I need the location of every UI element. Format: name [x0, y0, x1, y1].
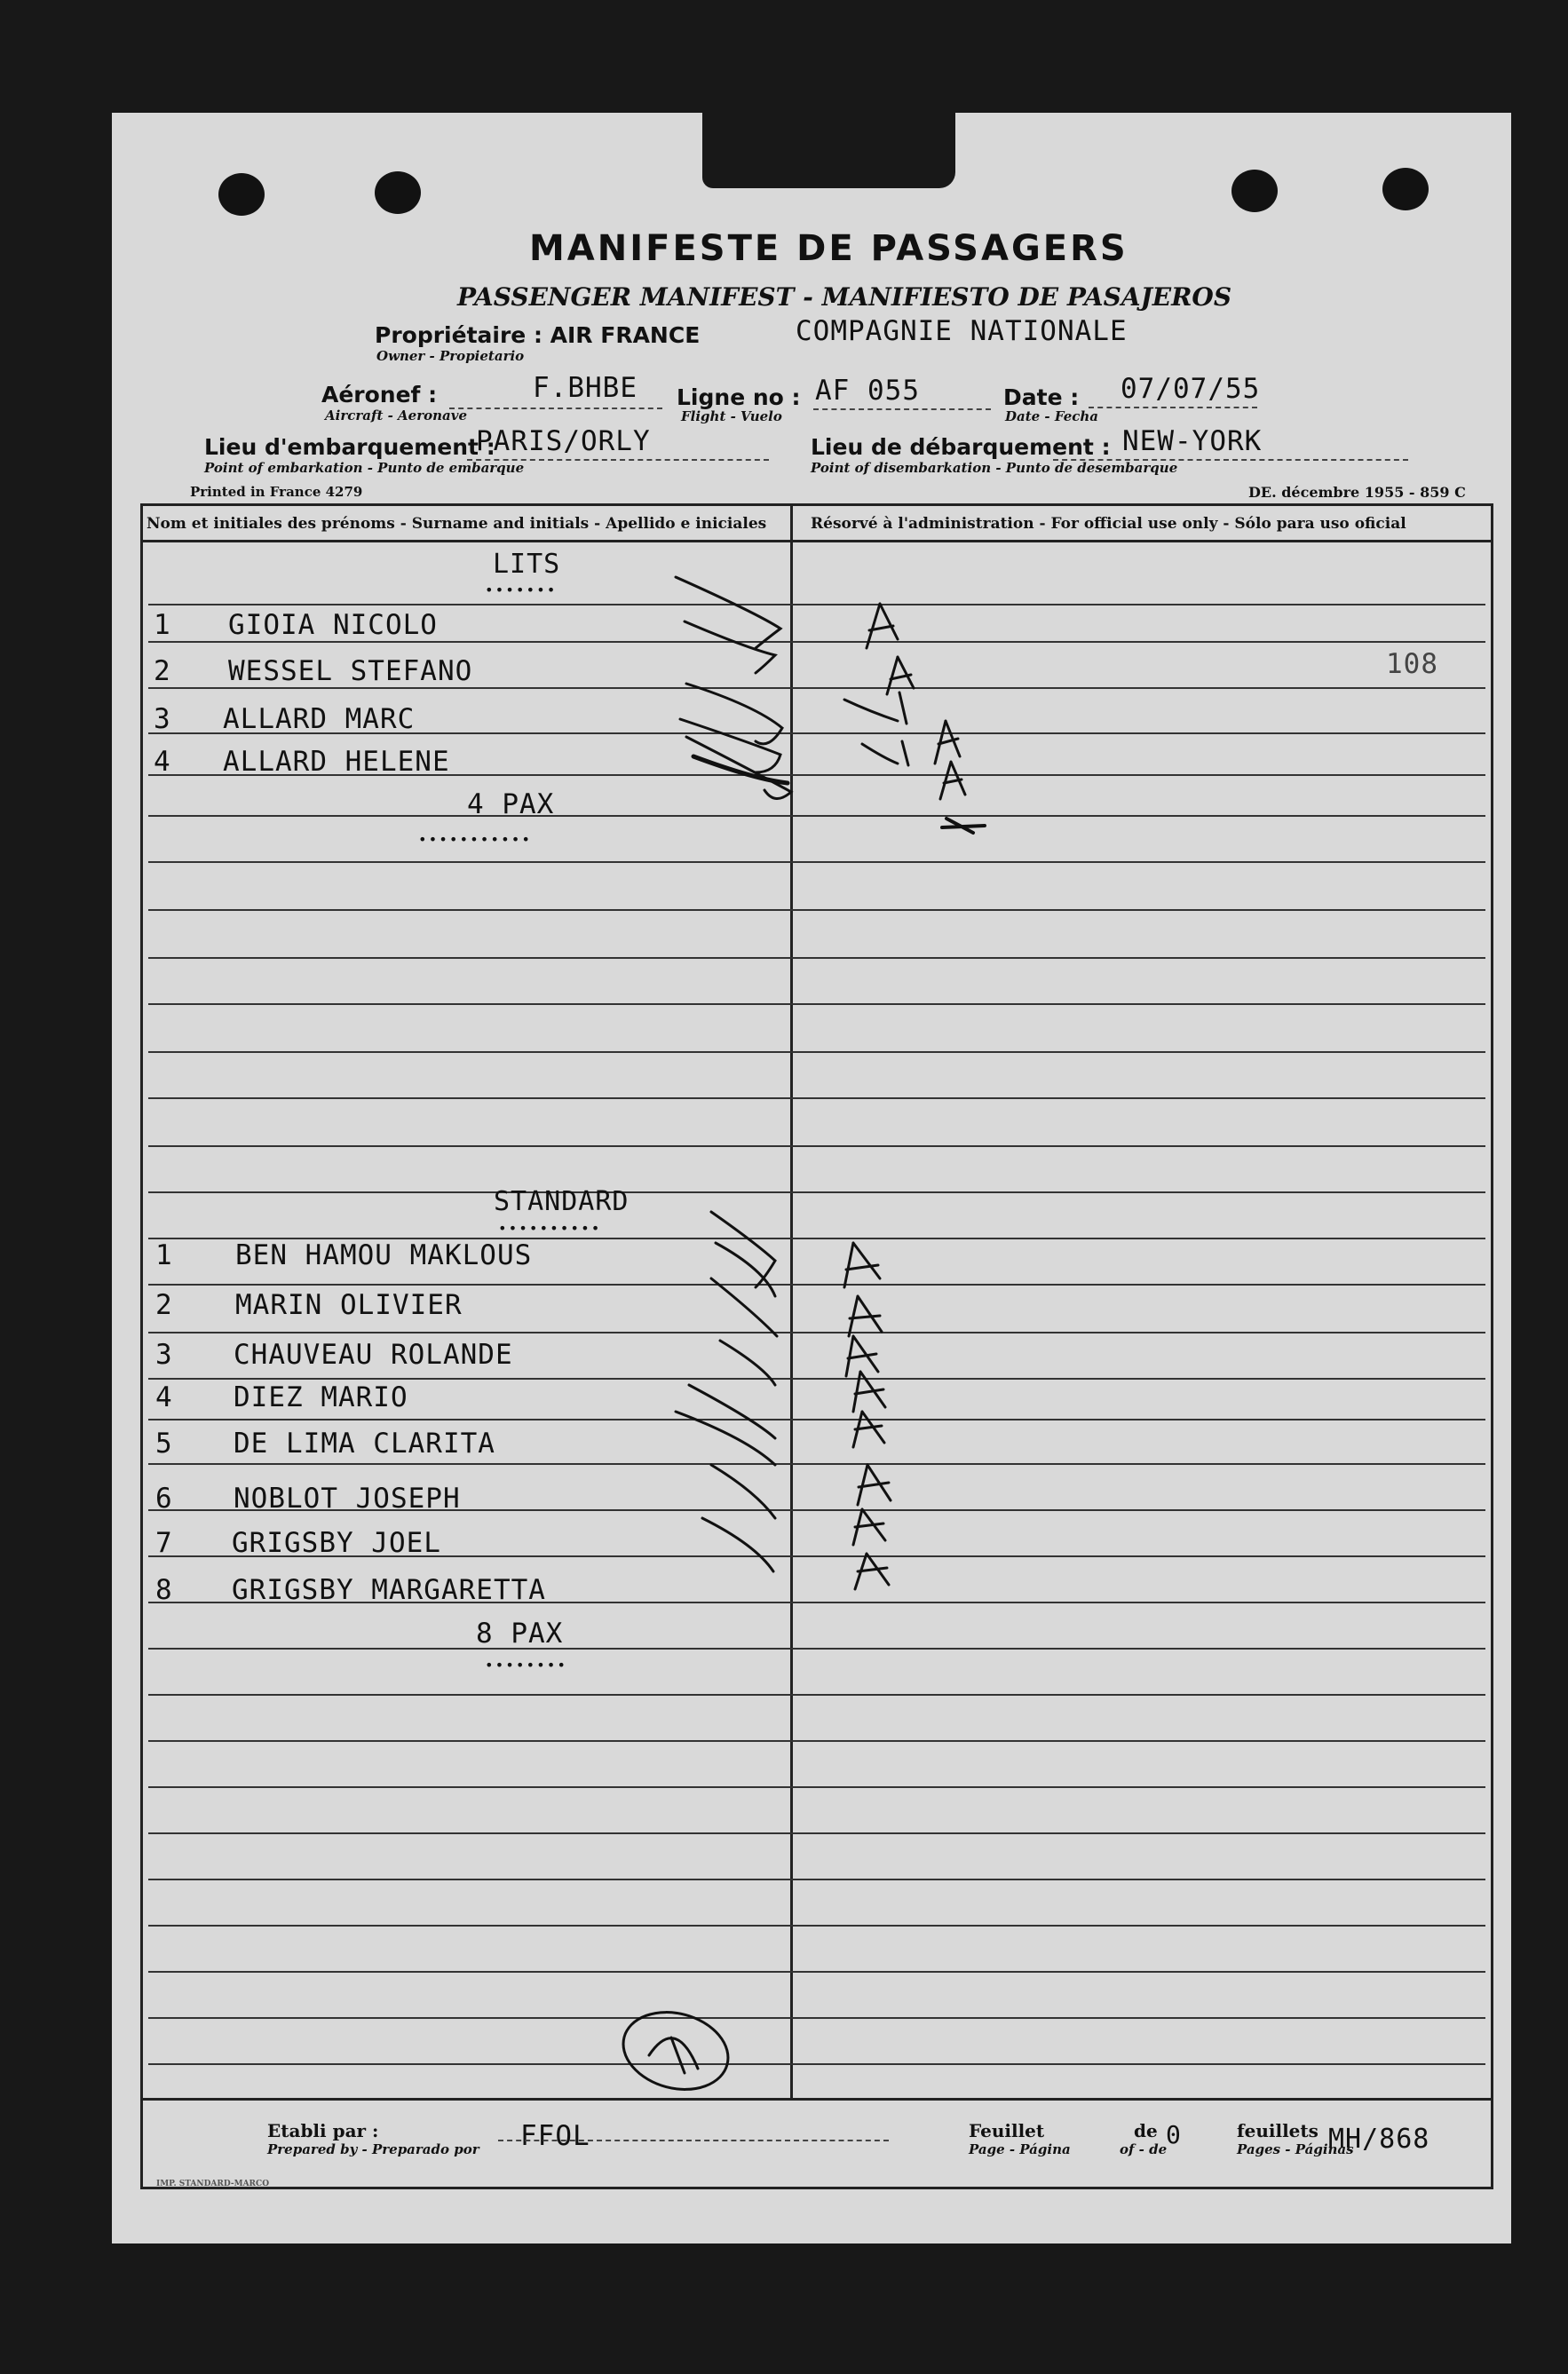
- column-header-admin: Résorvé à l'administration - For official use only - Sólo para uso oficial: [811, 515, 1406, 533]
- prepared-label: Etabli par :: [267, 2120, 379, 2141]
- passenger-name: WESSEL STEFANO: [228, 655, 473, 687]
- owner-label: Propriétaire : AIR FRANCE: [375, 322, 701, 348]
- prepared-sublabel: Prepared by - Preparado por: [267, 2141, 479, 2157]
- passenger-number: 6: [155, 1483, 173, 1515]
- passenger-number: 8: [155, 1574, 173, 1606]
- aircraft-sublabel: Aircraft - Aeronave: [325, 408, 468, 423]
- passenger-number: 5: [155, 1428, 173, 1460]
- disembark-underline: [1053, 459, 1408, 461]
- sheet-sublabel: Page - Página: [969, 2141, 1071, 2157]
- owner-value: COMPAGNIE NATIONALE: [796, 315, 1128, 347]
- passenger-name: NOBLOT JOSEPH: [234, 1483, 461, 1515]
- section-heading-standard: STANDARD: [494, 1186, 630, 1217]
- passenger-name: GRIGSBY MARGARETTA: [232, 1574, 546, 1606]
- passenger-number: 3: [154, 703, 171, 735]
- flight-underline: [813, 408, 991, 410]
- passenger-name: ALLARD HELENE: [223, 746, 450, 778]
- passenger-number: 4: [154, 746, 171, 778]
- passenger-name: DIEZ MARIO: [234, 1381, 408, 1413]
- passenger-name: MARIN OLIVIER: [235, 1289, 463, 1321]
- column-header-names: Nom et initiales des prénoms - Surname and initials - Apellido e iniciales: [147, 515, 767, 533]
- passenger-number: 2: [154, 655, 171, 687]
- aircraft-underline: [449, 408, 662, 409]
- flight-label: Ligne no :: [677, 384, 801, 410]
- punch-hole: [218, 173, 265, 216]
- page-title: MANIFESTE DE PASSAGERS: [529, 228, 1128, 269]
- punch-hole: [1382, 168, 1429, 210]
- date-value: 07/07/55: [1121, 373, 1261, 405]
- passenger-name: ALLARD MARC: [223, 703, 416, 735]
- section-total: 4 PAX: [467, 788, 555, 820]
- passenger-name: CHAUVEAU ROLANDE: [234, 1339, 513, 1371]
- of-sublabel: of - de: [1120, 2141, 1168, 2157]
- punch-hole: [1231, 170, 1278, 212]
- prepared-underline: [498, 2140, 889, 2141]
- flight-sublabel: Flight - Vuelo: [681, 408, 782, 424]
- passenger-name: GIOIA NICOLO: [228, 609, 438, 641]
- embark-label: Lieu d'embarquement :: [204, 434, 495, 460]
- sheets-label: feuillets: [1237, 2120, 1319, 2141]
- embark-underline: [467, 459, 769, 461]
- passenger-name: GRIGSBY JOEL: [232, 1527, 441, 1559]
- section-total-dots: •••••••••••: [418, 831, 532, 848]
- embark-sublabel: Point of embarkation - Punto de embarque: [204, 460, 525, 476]
- section-total: 8 PAX: [476, 1618, 564, 1650]
- flight-value: AF 055: [815, 375, 920, 407]
- passenger-name: BEN HAMOU MAKLOUS: [235, 1239, 533, 1271]
- page-subtitle: PASSENGER MANIFEST - MANIFIESTO DE PASAJEROS: [457, 282, 1232, 312]
- form-reference: DE. décembre 1955 - 859 C: [1248, 484, 1466, 501]
- passenger-number: 7: [155, 1527, 173, 1559]
- section-heading-lits: LITS: [493, 549, 561, 580]
- passenger-number: 1: [154, 609, 171, 641]
- passenger-number: 3: [155, 1339, 173, 1371]
- embark-value: PARIS/ORLY: [476, 425, 651, 457]
- reference-value: MH/868: [1328, 2124, 1430, 2155]
- section-total-dots: ••••••••: [485, 1657, 568, 1674]
- date-label: Date :: [1003, 384, 1080, 410]
- handwritten-checkmarks: [143, 506, 1491, 2098]
- section-dots: ••••••••••: [498, 1220, 602, 1237]
- sheets-sublabel: Pages - Páginas: [1237, 2141, 1354, 2157]
- sheet-label: Feuillet: [969, 2120, 1045, 2141]
- printed-note: Printed in France 4279: [190, 484, 363, 500]
- printer-note: IMP. STANDARD-MARCO: [156, 2180, 270, 2188]
- passenger-number: 1: [155, 1239, 173, 1271]
- disembark-sublabel: Point of disembarkation - Punto de desembarque: [811, 460, 1178, 476]
- manifest-sheet: [112, 113, 1511, 2243]
- aircraft-label: Aéronef :: [321, 382, 438, 408]
- passenger-number: 4: [155, 1381, 173, 1413]
- prepared-value: FFOL: [520, 2120, 590, 2152]
- torn-corner: [702, 104, 955, 188]
- disembark-value: NEW-YORK: [1122, 425, 1263, 457]
- date-underline: [1089, 407, 1257, 408]
- of-label: de: [1134, 2120, 1158, 2141]
- punch-hole: [375, 171, 421, 214]
- disembark-label: Lieu de débarquement :: [811, 434, 1111, 460]
- admin-note: 108: [1386, 648, 1438, 680]
- sheet-total: 0: [1166, 2120, 1182, 2149]
- owner-sublabel: Owner - Propietario: [376, 348, 525, 364]
- passenger-number: 2: [155, 1289, 173, 1321]
- manifest-table: [140, 503, 1493, 2189]
- date-sublabel: Date - Fecha: [1005, 408, 1098, 424]
- footer-divider: [143, 2098, 1491, 2101]
- passenger-name: DE LIMA CLARITA: [234, 1428, 495, 1460]
- section-dots: •••••••: [485, 582, 558, 598]
- aircraft-value: F.BHBE: [533, 372, 637, 404]
